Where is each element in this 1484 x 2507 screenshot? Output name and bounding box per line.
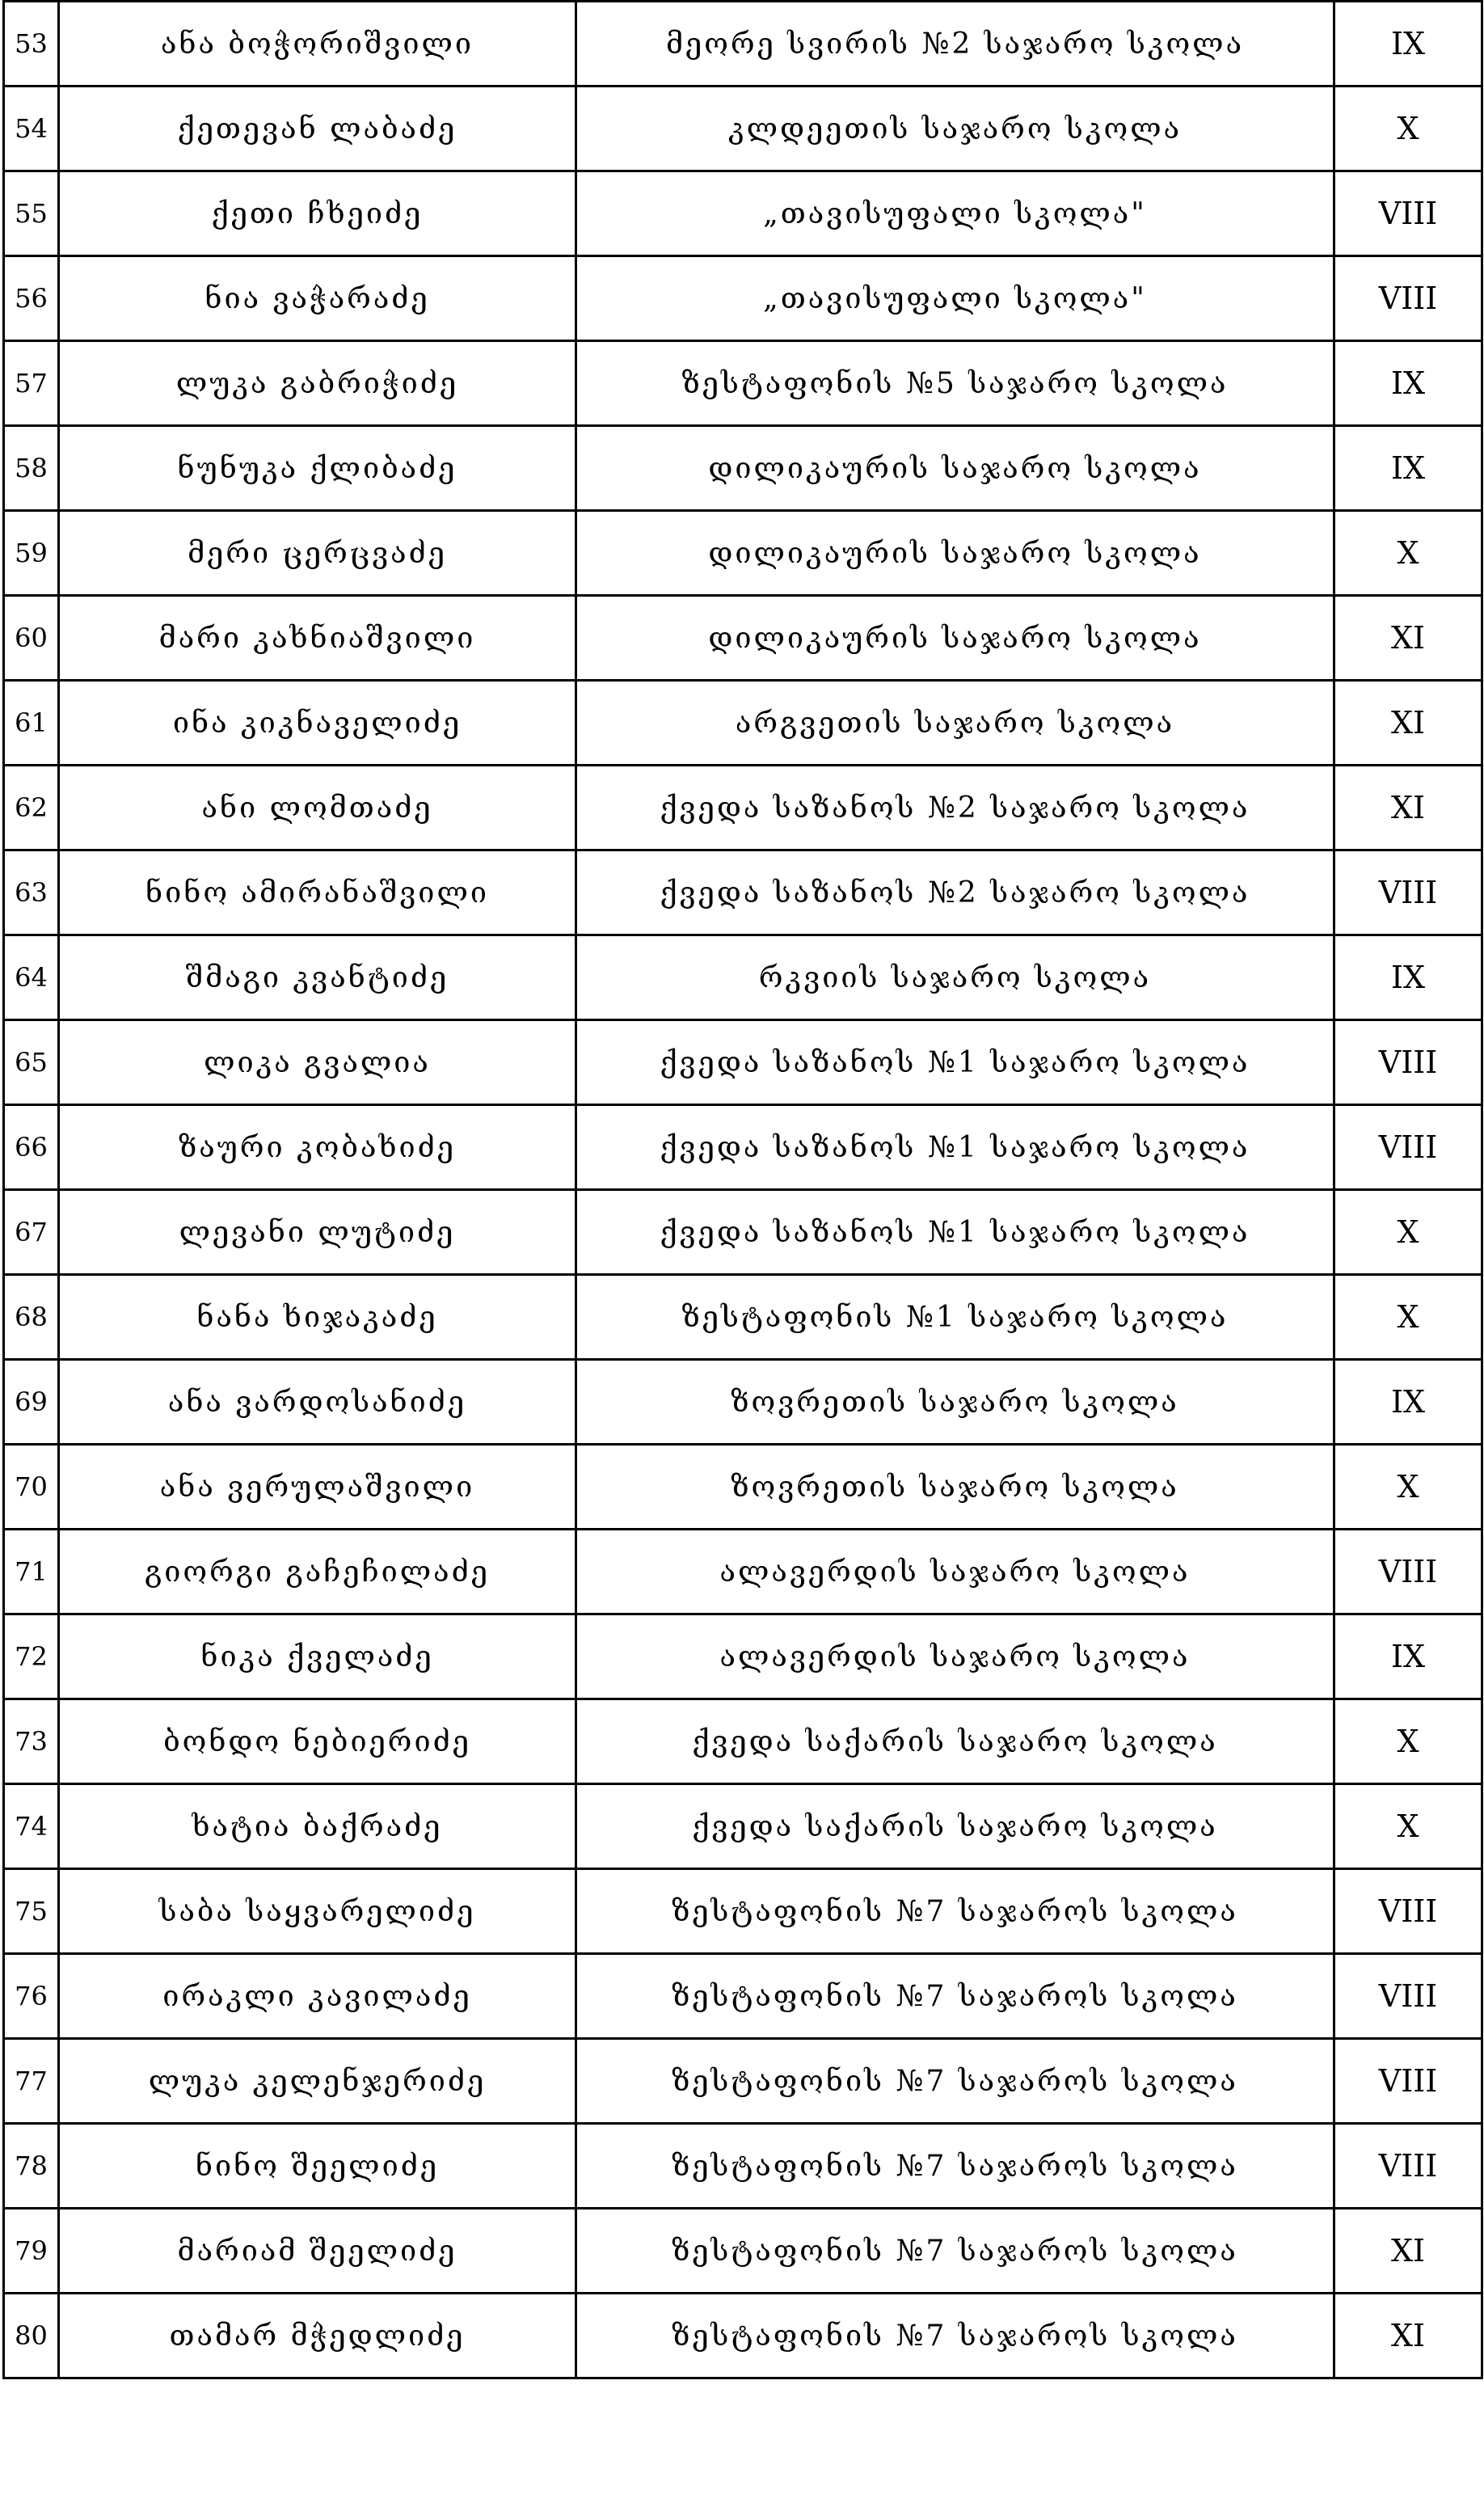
table-row	[4, 2039, 1482, 2124]
grade-cell: X	[1334, 1275, 1482, 1360]
table-row	[4, 2209, 1482, 2294]
grade-cell: X	[1334, 1699, 1482, 1784]
row-number-cell: 61	[4, 681, 59, 766]
table-row	[4, 1614, 1482, 1699]
table-row	[4, 341, 1482, 426]
table-row	[4, 511, 1482, 596]
student-name-cell: შმაგი კვანტიძე	[59, 935, 576, 1020]
row-number-cell: 73	[4, 1699, 59, 1784]
grade-cell: IX	[1334, 1614, 1482, 1699]
row-number-cell: 74	[4, 1784, 59, 1869]
grade-cell: X	[1334, 1784, 1482, 1869]
table-row	[4, 171, 1482, 256]
grade-cell: VIII	[1334, 850, 1482, 935]
grade-cell: X	[1334, 87, 1482, 171]
table-row	[4, 681, 1482, 766]
row-number-cell: 60	[4, 596, 59, 681]
grade-cell: XI	[1334, 766, 1482, 850]
table-row	[4, 766, 1482, 850]
student-name-cell: ნიკა ქველაძე	[59, 1614, 576, 1699]
row-number-cell: 55	[4, 171, 59, 256]
grade-cell: IX	[1334, 935, 1482, 1020]
student-name-cell: ანი ლომთაძე	[59, 766, 576, 850]
grade-cell: VIII	[1334, 171, 1482, 256]
student-name-cell: ლუკა კელენჯერიძე	[59, 2039, 576, 2124]
school-name-cell: ქვედა საზანოს №1 საჯარო სკოლა	[576, 1020, 1334, 1105]
table-row	[4, 2, 1482, 87]
school-name-cell: ზესტაფონის №7 საჯაროს სკოლა	[576, 2124, 1334, 2209]
table-row	[4, 1954, 1482, 2039]
row-number-cell: 75	[4, 1869, 59, 1954]
grade-cell: X	[1334, 1445, 1482, 1530]
row-number-cell: 76	[4, 1954, 59, 2039]
student-name-cell: ნია ვაჭარაძე	[59, 256, 576, 341]
school-name-cell: ალავერდის საჯარო სკოლა	[576, 1530, 1334, 1614]
row-number-cell: 71	[4, 1530, 59, 1614]
grade-cell: IX	[1334, 2, 1482, 87]
grade-cell: X	[1334, 511, 1482, 596]
table-row	[4, 1190, 1482, 1275]
row-number-cell: 69	[4, 1360, 59, 1445]
student-name-cell: ანა ვარდოსანიძე	[59, 1360, 576, 1445]
row-number-cell: 77	[4, 2039, 59, 2124]
table-row	[4, 850, 1482, 935]
student-name-cell: ლუკა გაბრიჭიძე	[59, 341, 576, 426]
row-number-cell: 78	[4, 2124, 59, 2209]
school-name-cell: ქვედა საქარის საჯარო სკოლა	[576, 1699, 1334, 1784]
table-row	[4, 426, 1482, 511]
grade-cell: XI	[1334, 596, 1482, 681]
student-name-cell: ნინო ამირანაშვილი	[59, 850, 576, 935]
school-name-cell: არგვეთის საჯარო სკოლა	[576, 681, 1334, 766]
student-name-cell: მერი ცერცვაძე	[59, 511, 576, 596]
grade-cell: X	[1334, 1190, 1482, 1275]
school-name-cell: დილიკაურის საჯარო სკოლა	[576, 426, 1334, 511]
grade-cell: IX	[1334, 426, 1482, 511]
grade-cell: VIII	[1334, 2039, 1482, 2124]
school-name-cell: რკვიის საჯარო სკოლა	[576, 935, 1334, 1020]
student-name-cell: ბონდო ნებიერიძე	[59, 1699, 576, 1784]
school-name-cell: ზოვრეთის საჯარო სკოლა	[576, 1360, 1334, 1445]
school-name-cell: ქვედა საქარის საჯარო სკოლა	[576, 1784, 1334, 1869]
school-name-cell: ზოვრეთის საჯარო სკოლა	[576, 1445, 1334, 1530]
school-name-cell: ალავერდის საჯარო სკოლა	[576, 1614, 1334, 1699]
student-name-cell: მარი კახნიაშვილი	[59, 596, 576, 681]
student-name-cell: ზაური კობახიძე	[59, 1105, 576, 1190]
student-name-cell: თამარ მჭედლიძე	[59, 2294, 576, 2378]
school-name-cell: დილიკაურის საჯარო სკოლა	[576, 511, 1334, 596]
table-row	[4, 87, 1482, 171]
student-name-cell: ინა კიკნაველიძე	[59, 681, 576, 766]
school-name-cell: ზესტაფონის №7 საჯაროს სკოლა	[576, 2209, 1334, 2294]
table-row	[4, 1105, 1482, 1190]
student-name-cell: ნინო შეელიძე	[59, 2124, 576, 2209]
table-row	[4, 2294, 1482, 2378]
grade-cell: VIII	[1334, 256, 1482, 341]
grade-cell: XI	[1334, 2294, 1482, 2378]
school-name-cell: კლდეეთის საჯარო სკოლა	[576, 87, 1334, 171]
student-name-cell: ქეთევან ლაბაძე	[59, 87, 576, 171]
table-row	[4, 1530, 1482, 1614]
school-name-cell: „თავისუფალი სკოლა"	[576, 171, 1334, 256]
school-name-cell: ზესტაფონის №7 საჯაროს სკოლა	[576, 2294, 1334, 2378]
grade-cell: VIII	[1334, 1020, 1482, 1105]
row-number-cell: 53	[4, 2, 59, 87]
school-name-cell: „თავისუფალი სკოლა"	[576, 256, 1334, 341]
student-name-cell: ლიკა გვალია	[59, 1020, 576, 1105]
student-name-cell: ხატია ბაქრაძე	[59, 1784, 576, 1869]
school-name-cell: ქვედა საზანოს №2 საჯარო სკოლა	[576, 766, 1334, 850]
row-number-cell: 54	[4, 87, 59, 171]
grade-cell: VIII	[1334, 1954, 1482, 2039]
row-number-cell: 68	[4, 1275, 59, 1360]
table-row	[4, 1445, 1482, 1530]
grade-cell: IX	[1334, 1360, 1482, 1445]
table-row	[4, 1784, 1482, 1869]
student-name-cell: ლევანი ლუტიძე	[59, 1190, 576, 1275]
student-name-cell: ანა ბოჭორიშვილი	[59, 2, 576, 87]
row-number-cell: 65	[4, 1020, 59, 1105]
student-name-cell: ანა ვერულაშვილი	[59, 1445, 576, 1530]
student-name-cell: ნუნუკა ქლიბაძე	[59, 426, 576, 511]
student-name-cell: გიორგი გაჩეჩილაძე	[59, 1530, 576, 1614]
row-number-cell: 70	[4, 1445, 59, 1530]
row-number-cell: 72	[4, 1614, 59, 1699]
table-row	[4, 256, 1482, 341]
row-number-cell: 59	[4, 511, 59, 596]
table-row	[4, 1699, 1482, 1784]
grade-cell: VIII	[1334, 1105, 1482, 1190]
row-number-cell: 58	[4, 426, 59, 511]
school-name-cell: ზესტაფონის №5 საჯარო სკოლა	[576, 341, 1334, 426]
student-name-cell: ქეთი ჩხეიძე	[59, 171, 576, 256]
school-name-cell: ზესტაფონის №7 საჯაროს სკოლა	[576, 1954, 1334, 2039]
row-number-cell: 66	[4, 1105, 59, 1190]
table-row	[4, 1275, 1482, 1360]
student-name-cell: საბა საყვარელიძე	[59, 1869, 576, 1954]
grade-cell: XI	[1334, 681, 1482, 766]
table-row	[4, 1869, 1482, 1954]
row-number-cell: 64	[4, 935, 59, 1020]
row-number-cell: 57	[4, 341, 59, 426]
school-name-cell: მეორე სვირის №2 საჯარო სკოლა	[576, 2, 1334, 87]
school-name-cell: ზესტაფონის №7 საჯაროს სკოლა	[576, 2039, 1334, 2124]
row-number-cell: 79	[4, 2209, 59, 2294]
grade-cell: VIII	[1334, 2124, 1482, 2209]
table-row	[4, 935, 1482, 1020]
student-name-cell: მარიამ შეელიძე	[59, 2209, 576, 2294]
school-name-cell: ქვედა საზანოს №1 საჯარო სკოლა	[576, 1190, 1334, 1275]
school-name-cell: ქვედა საზანოს №1 საჯარო სკოლა	[576, 1105, 1334, 1190]
school-name-cell: დილიკაურის საჯარო სკოლა	[576, 596, 1334, 681]
table-row	[4, 1020, 1482, 1105]
grade-cell: IX	[1334, 341, 1482, 426]
grade-cell: XI	[1334, 2209, 1482, 2294]
row-number-cell: 67	[4, 1190, 59, 1275]
row-number-cell: 80	[4, 2294, 59, 2378]
participants-table-body	[4, 2, 1482, 2378]
school-name-cell: ზესტაფონის №7 საჯაროს სკოლა	[576, 1869, 1334, 1954]
table-row	[4, 1360, 1482, 1445]
row-number-cell: 62	[4, 766, 59, 850]
grade-cell: VIII	[1334, 1530, 1482, 1614]
participants-table	[2, 0, 1483, 2379]
row-number-cell: 56	[4, 256, 59, 341]
table-row	[4, 596, 1482, 681]
grade-cell: VIII	[1334, 1869, 1482, 1954]
table-row	[4, 2124, 1482, 2209]
student-name-cell: ნანა ხიჯაკაძე	[59, 1275, 576, 1360]
row-number-cell: 63	[4, 850, 59, 935]
school-name-cell: ზესტაფონის №1 საჯარო სკოლა	[576, 1275, 1334, 1360]
school-name-cell: ქვედა საზანოს №2 საჯარო სკოლა	[576, 850, 1334, 935]
student-name-cell: ირაკლი კავილაძე	[59, 1954, 576, 2039]
